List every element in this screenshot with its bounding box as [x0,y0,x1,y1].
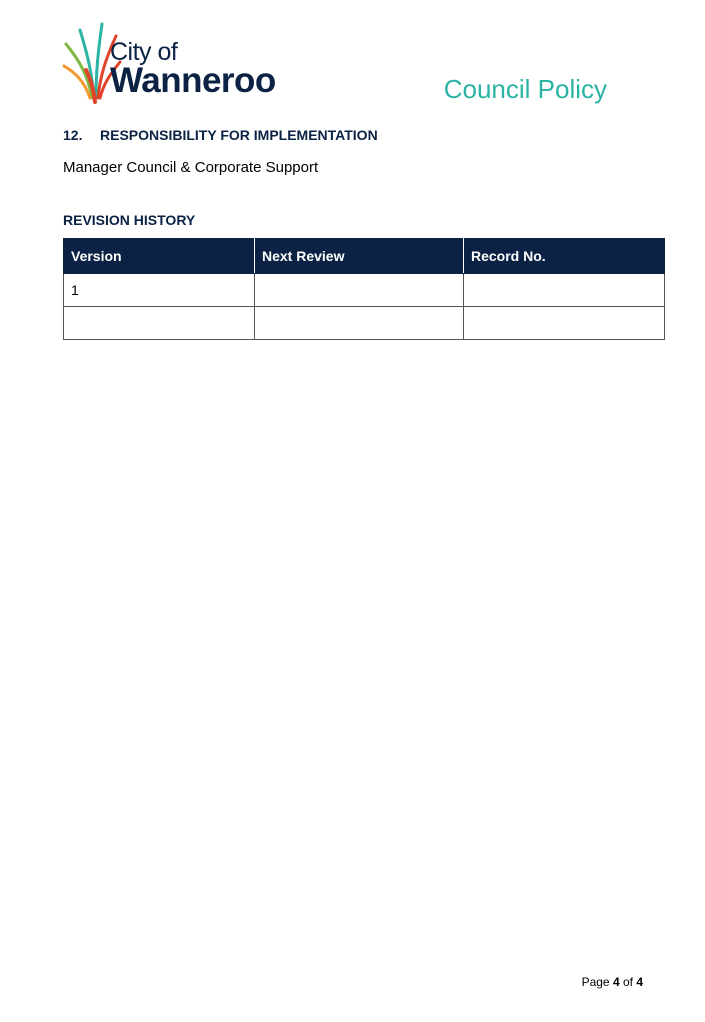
logo-text-wanneroo: Wanneroo [110,61,276,100]
column-header-record-no: Record No. [464,239,665,274]
table-cell-next-review [255,274,464,307]
city-of-wanneroo-logo [62,16,302,106]
revision-history-table [63,238,665,340]
section-number: 12. [63,127,83,143]
column-header-version: Version [64,239,255,274]
table-cell-record-no [464,307,665,340]
section-title: RESPONSIBILITY FOR IMPLEMENTATION [100,127,378,143]
page-current: 4 [612,975,620,989]
document-type-title: Council Policy [443,74,607,104]
section-body: Manager Council & Corporate Support [63,159,319,176]
page-number [582,975,643,989]
table-row [64,274,665,307]
table-cell-version: 1 [64,274,255,307]
column-header-next-review: Next Review [255,239,464,274]
logo-text-city-of: City of [110,38,178,66]
table-cell-record-no [464,274,665,307]
page-separator: of [619,975,637,989]
table-cell-next-review [255,307,464,340]
page-prefix: Page [581,975,613,989]
table-header-row [64,239,665,274]
revision-history-heading: REVISION HISTORY [63,212,196,228]
page-total: 4 [636,975,643,989]
table-row [64,307,665,340]
table-cell-version [64,307,255,340]
section-heading [63,127,378,143]
